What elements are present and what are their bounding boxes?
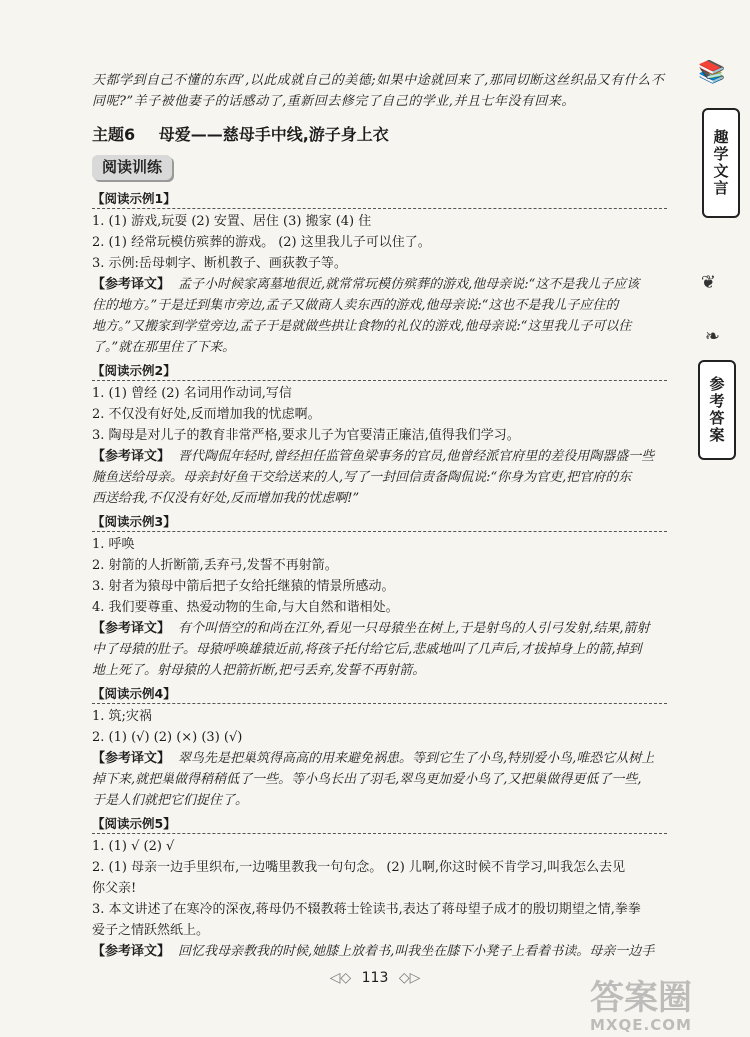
translation-line [92, 618, 667, 639]
translation-label: 【参考译文】 [92, 621, 171, 636]
translation-text: 了。”就在那里住了下来。 [92, 340, 236, 355]
translation-text: 孟子小时候家离墓地很近,就常常玩模仿殡葬的游戏,他母亲说:“这不是我儿子应该 [178, 277, 640, 292]
example-heading: 【阅读示例5】 [92, 815, 667, 834]
page-number-text: 113 [361, 970, 389, 986]
watermark-logo: 答案圈 [590, 978, 692, 1018]
intro-paragraph [92, 70, 667, 112]
answer-line: 3. 陶母是对儿子的教育非常严格,要求儿子为官要清正廉洁,值得我们学习。 [92, 428, 520, 443]
translation-text: 翠鸟先是把巢筑得高高的用来避免祸患。等到它生了小鸟,特别爱小鸟,唯恐它从树上 [178, 751, 655, 766]
answer-line: 2. (1) (√) (2) (×) (3) (√) [92, 730, 243, 745]
intro-line: 同呢?”羊子被他妻子的话感动了,重新回去修完了自己的学业,并且七年没有回来。 [92, 94, 575, 109]
reading-example [92, 362, 667, 509]
translation-line [92, 467, 667, 488]
example-heading: 【阅读示例2】 [92, 362, 667, 381]
side-tab-title: 趣学文言 [702, 108, 740, 218]
topic-number: 主题6 [92, 125, 136, 144]
book-icon: 📚 [698, 60, 726, 85]
answer-line: 1. (1) √ (2) √ [92, 839, 175, 854]
translation-text: 腌鱼送给母亲。母亲封好鱼干交给送来的人,写了一封回信责备陶侃说:“你身为官吏,把官府的东 [92, 470, 632, 485]
translation-text: 回忆我母亲教我的时候,她膝上放着书,叫我坐在膝下小凳子上看着书读。母亲一边手 [178, 944, 655, 959]
answer-line: 你父亲! [92, 881, 137, 896]
translation-line [92, 274, 667, 295]
answer-line: 爱子之情跃然纸上。 [92, 923, 210, 938]
answer-line: 3. 射者为猿母中箭后把子女给托继猿的情景所感动。 [92, 579, 395, 594]
example-heading: 【阅读示例4】 [92, 685, 667, 704]
examples-list [92, 190, 667, 962]
translation-text: 晋代陶侃年轻时,曾经担任监管鱼梁事务的官员,他曾经派官府里的差役用陶器盛一些 [178, 449, 655, 464]
translation-line [92, 790, 667, 811]
answer-line: 2. 不仅没有好处,反而增加我的忧虑啊。 [92, 407, 321, 422]
translation-text: 于是人们就把它们捉住了。 [92, 793, 249, 808]
translation-text: 掉下来,就把巢做得稍稍低了一些。等小鸟长出了羽毛,翠鸟更加爱小鸟了,又把巢做得更低了一些, [92, 772, 642, 787]
translation-line [92, 337, 667, 358]
translation-text: 地上死了。射母猿的人把箭折断,把弓丢弃,发誓不再射箭。 [92, 663, 426, 678]
page-ornament-left: ◁◇ [329, 970, 352, 986]
topic-title [92, 124, 667, 145]
translation-line [92, 488, 667, 509]
answer-line: 4. 我们要尊重、热爱动物的生命,与大自然和谐相处。 [92, 600, 399, 615]
answer-line: 3. 本文讲述了在寒冷的深夜,蒋母仍不辍教蒋士铨读书,表达了蒋母望子成才的殷切期望之情,拳拳 [92, 902, 641, 917]
watermark [590, 980, 740, 1035]
translation-text: 西送给我,不仅没有好处,反而增加我的忧虑啊!” [92, 491, 360, 506]
side-tab-header [680, 60, 750, 197]
translation-text: 有个叫悟空的和尚在江外,看见一只母猿坐在树上,于是射鸟的人引弓发射,结果,箭射 [178, 621, 650, 636]
answer-line: 1. (1) 游戏,玩耍 (2) 安置、居住 (3) 搬家 (4) 住 [92, 214, 372, 229]
answer-line: 3. 示例:岳母刺字、断机教子、画荻教子等。 [92, 256, 347, 271]
ornament-icon: ❦ [700, 272, 716, 293]
translation-line [92, 295, 667, 316]
translation-line [92, 748, 667, 769]
translation-line [92, 316, 667, 337]
example-heading: 【阅读示例3】 [92, 513, 667, 532]
section-banner: 阅读训练 [92, 155, 172, 180]
main-content [92, 70, 667, 962]
topic-heading: 母爱——慈母手中线,游子身上衣 [158, 125, 389, 144]
translation-line [92, 660, 667, 681]
translation-line [92, 639, 667, 660]
answer-line: 1. 呼唤 [92, 537, 135, 552]
answer-line: 1. (1) 曾经 (2) 名词用作动词,写信 [92, 386, 292, 401]
reading-example [92, 815, 667, 962]
translation-line [92, 941, 667, 962]
translation-label: 【参考译文】 [92, 944, 171, 959]
translation-line [92, 769, 667, 790]
answer-line: 2. 射箭的人折断箭,丢弃弓,发誓不再射箭。 [92, 558, 338, 573]
example-heading: 【阅读示例1】 [92, 190, 667, 209]
translation-label: 【参考译文】 [92, 751, 171, 766]
translation-label: 【参考译文】 [92, 449, 171, 464]
watermark-url: MXQE.COM [590, 1016, 692, 1034]
translation-text: 住的地方。”于是迁到集市旁边,孟子又做商人卖东西的游戏,他母亲说:“这也不是我儿子应住的 [92, 298, 619, 313]
translation-text: 中了母猿的肚子。母猿呼唤雄猿近前,将孩子托付给它后,悲戚地叫了几声后,才拔掉身上的箭,掉到 [92, 642, 642, 657]
intro-line: 天都学到自己不懂的东西’,以此成就自己的美德;如果中途就回来了,那同切断这丝织品又有什么不 [92, 73, 665, 88]
reading-example [92, 190, 667, 358]
side-tab-answers: 参考答案 [698, 360, 736, 460]
answer-line: 2. (1) 母亲一边手里织布,一边嘴里教我一句句念。 (2) 儿啊,你这时候不肯学习,叫我怎么去见 [92, 860, 626, 875]
reading-example [92, 685, 667, 811]
page-ornament-right: ◇▷ [398, 970, 421, 986]
translation-label: 【参考译文】 [92, 277, 171, 292]
translation-line [92, 446, 667, 467]
translation-text: 地方。”又搬家到学堂旁边,孟子于是就做些拱让食物的礼仪的游戏,他母亲说:“这里我儿子可以住 [92, 319, 632, 334]
ornament-icon-2: ❧ [704, 326, 720, 347]
answer-line: 1. 筑;灾祸 [92, 709, 152, 724]
answer-line: 2. (1) 经常玩模仿殡葬的游戏。 (2) 这里我儿子可以住了。 [92, 235, 431, 250]
reading-example [92, 513, 667, 681]
